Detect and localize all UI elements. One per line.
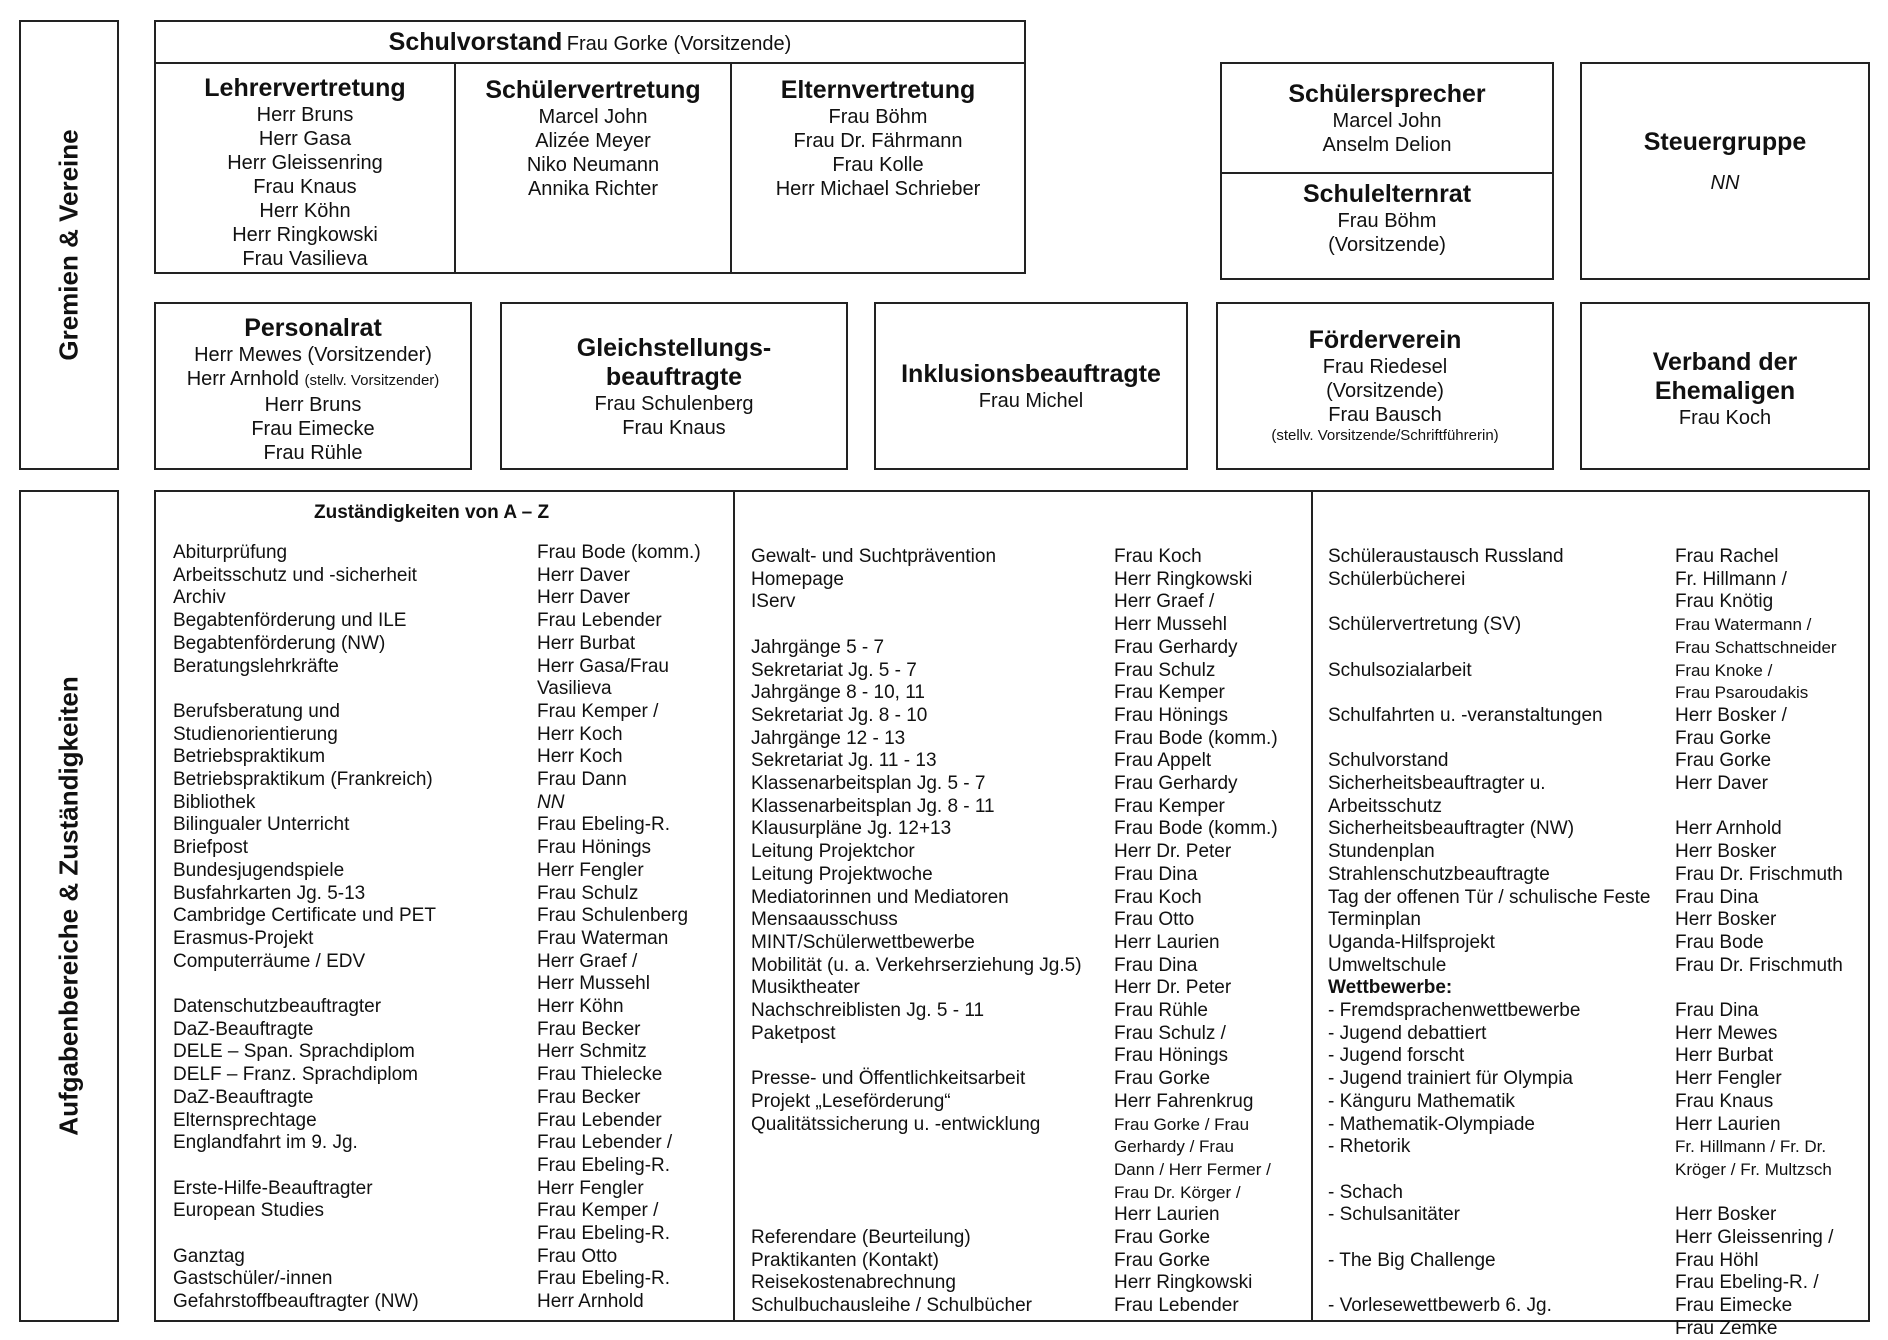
divider [733,492,735,1320]
schulvorstand-group [154,20,1026,274]
gleichstellungsbeauftragte [500,302,848,470]
person-item: Vasilieva [537,678,612,700]
task-item: Begabtenförderung (NW) [173,632,386,654]
schulelternrat-member: Frau Böhm [1337,210,1437,232]
gleichstellung-member: Frau Schulenberg [594,393,754,415]
person-item: Frau Bode [1675,931,1764,953]
task-item: Arbeitsschutz [1328,795,1443,817]
person-item: Herr Gasa/Frau [537,655,669,677]
gleichstellung-title: Gleichstellungs- [576,334,772,362]
person-item: Frau Rühle [1114,1000,1208,1021]
personalrat-member: Herr Bruns [264,394,362,416]
person-item: Herr Koch [537,723,623,745]
person-item: Frau Becker [537,1086,641,1108]
person-item: Frau Hönings [1114,704,1229,726]
personalrat-title: Personalrat [244,314,382,342]
person-item: Frau Otto [537,1245,618,1267]
person-item: Frau Rachel [1675,546,1779,567]
person-item: Frau Kemper / [537,1200,659,1222]
schulvorstand-header [156,28,1024,57]
task-item: - Mathematik-Olympiade [1328,1113,1535,1135]
foerderverein-member: (Vorsitzende) [1326,380,1444,402]
person-item: Fr. Hillmann / [1675,568,1787,590]
side-label-box-gremien [19,20,119,470]
task-item: - Fremdsprachenwettbewerbe [1328,1000,1581,1021]
schuelersprecher-title: Schülersprecher [1288,80,1486,108]
person-item: Frau Ebeling-R. [537,814,671,836]
personalrat-deputy: Herr Arnhold [186,368,299,390]
task-item: Klausurpläne Jg. 12+13 [751,818,952,840]
side-label-box-aufgaben [19,490,119,1322]
task-item: Klassenarbeitsplan Jg. 5 - 7 [751,773,986,794]
schuelersprecher-member: Anselm Delion [1322,134,1452,156]
person-item: Frau Schattschneider [1675,637,1837,657]
verband-title: Ehemaligen [1654,377,1796,405]
person-item: Herr Graef / [537,950,638,972]
task-item: Mensaausschuss [751,909,898,931]
elternvertretung-title: Elternvertretung [780,76,976,104]
task-item: Schülervertretung (SV) [1328,614,1522,636]
task-item: - Jugend trainiert für Olympia [1328,1068,1573,1090]
task-item: Schulvorstand [1328,750,1449,772]
person-item: Frau Dina [1675,1000,1759,1021]
person-item: Frau Watermann / [1675,615,1812,635]
gleichstellung-title: beauftragte [605,363,743,391]
task-item: Berufsberatung und [173,700,340,722]
task-item: - Schulsanitäter [1328,1204,1461,1226]
elternvertretung [732,76,1024,201]
person-item: Herr Daver [1675,773,1768,794]
person-item: Herr Ringkowski [1114,568,1253,590]
task-item: Sekretariat Jg. 5 - 7 [751,659,917,681]
task-item: DELF – Franz. Sprachdiplom [173,1064,418,1086]
task-item: Erasmus-Projekt [173,927,314,949]
task-item: Uganda-Hilfsprojekt [1328,931,1495,953]
person-item: Frau Gorke / Frau [1114,1114,1250,1134]
task-item: Studienorientierung [173,723,338,745]
person-item: Herr Mussehl [1114,614,1227,636]
elternvertretung-member: Frau Dr. Fährmann [793,130,963,152]
personalrat [154,302,472,470]
person-item: Frau Gerhardy [1114,636,1238,658]
person-item: Fr. Hillmann / Fr. Dr. [1675,1137,1827,1157]
person-item: Frau Thielecke [537,1064,663,1086]
person-item: Frau Dr. Frischmuth [1675,954,1843,976]
task-item: Sekretariat Jg. 11 - 13 [751,750,937,772]
task-item: - Jugend forscht [1328,1045,1465,1067]
schulvorstand-chair: Frau Gorke (Vorsitzende) [566,33,792,55]
person-item: Frau Schulz / [1114,1022,1226,1044]
gleichstellung-content [502,334,846,440]
task-item: Strahlenschutzbeauftragte [1328,863,1550,885]
person-item: Herr Laurien [1114,1204,1220,1226]
lehrervertretung-member: Herr Gleissenring [227,152,383,174]
task-item: Gewalt- und Suchtprävention [751,546,997,567]
personalrat-content [156,314,470,465]
task-item: Englandfahrt im 9. Jg. [173,1132,358,1154]
task-item: Homepage [751,568,844,590]
person-item: Frau Dina [1114,863,1198,885]
task-item: Stundenplan [1328,841,1435,863]
lehrervertretung-member: Herr Bruns [256,104,354,126]
task-item: Bibliothek [173,791,256,813]
task-item: Beratungslehrkräfte [173,655,339,677]
task-item: Jahrgänge 5 - 7 [751,636,885,658]
task-item: Busfahrkarten Jg. 5-13 [173,882,366,904]
person-item: Herr Fengler [1675,1068,1782,1090]
steuergruppe-content [1582,128,1868,195]
person-item: Frau Gorke [1114,1227,1211,1248]
divider [156,62,1024,64]
person-item: Frau Bode (komm.) [537,542,701,563]
person-item: Frau Knaus [1675,1090,1774,1112]
person-item: Frau Dann [537,769,627,790]
task-item: Erste-Hilfe-Beauftragter [173,1177,373,1199]
side-label-aufgaben: Aufgabenbereiche & Zuständigkeiten [53,676,84,1136]
person-item: Herr Fengler [537,859,644,881]
person-item: Frau Bode (komm.) [1114,727,1278,749]
person-item: Herr Laurien [1675,1113,1781,1135]
person-item: Frau Otto [1114,909,1195,931]
task-item: Betriebspraktikum (Frankreich) [173,769,433,790]
person-item: Frau Kemper / [537,700,659,722]
schuelervertretung [456,76,730,201]
task-item: Projekt „Leseförderung“ [751,1090,951,1112]
task-item: Schulbuchausleihe / Schulbücher [751,1295,1032,1317]
lehrervertretung [156,74,454,271]
person-item: Frau Schulenberg [537,905,689,927]
person-item: Herr Koch [537,746,623,768]
gleichstellung-member: Frau Knaus [622,417,726,439]
foerderverein-member: Frau Riedesel [1322,356,1448,378]
task-item: Begabtenförderung und ILE [173,610,407,632]
person-item: Herr Schmitz [537,1041,647,1063]
person-item: Herr Arnhold [1675,818,1782,840]
person-item: Frau Lebender / [537,1132,673,1154]
task-item: Referendare (Beurteilung) [751,1227,971,1248]
side-label-gremien: Gremien & Vereine [53,129,84,361]
person-item: Herr Bosker [1675,909,1777,931]
lehrervertretung-member: Herr Gasa [258,128,352,150]
person-item: Frau Gorke [1114,1068,1211,1090]
task-item: - Rhetorik [1328,1136,1411,1158]
divider [1311,492,1313,1320]
task-item: Reisekostenabrechnung [751,1272,956,1294]
person-item: Frau Gerhardy [1114,773,1238,794]
person-item: Herr Mussehl [537,973,650,995]
schuelervertretung-title: Schülervertretung [485,76,701,104]
verband-member: Frau Koch [1678,407,1772,429]
person-item: Frau Bode (komm.) [1114,818,1278,840]
inklusion-content [876,360,1186,413]
schulelternrat-title: Schulelternrat [1302,180,1472,208]
task-item: - Vorlesewettbewerb 6. Jg. [1328,1295,1552,1317]
person-item: Frau Koch [1114,546,1202,567]
inklusion-title: Inklusionsbeauftragte [901,360,1161,388]
person-item: Herr Laurien [1114,931,1220,953]
task-item: Briefpost [173,837,248,859]
person-item: Frau Dina [1114,954,1198,976]
task-item: European Studies [173,1200,325,1222]
task-item: Abiturprüfung [173,542,288,563]
person-item: Frau Becker [537,1018,641,1040]
task-item: Betriebspraktikum [173,746,326,768]
task-item: - The Big Challenge [1328,1249,1496,1271]
person-item: Frau Lebender [537,610,662,632]
verband-title: Verband der [1652,348,1798,376]
task-item: Bundesjugendspiele [173,859,345,881]
person-item: Frau Psaroudakis [1675,683,1809,703]
task-item: - Känguru Mathematik [1328,1090,1515,1112]
person-item: Frau Ebeling-R. [537,1223,671,1244]
person-item: Herr Daver [537,564,630,586]
task-item: IServ [751,591,796,613]
steuergruppe-title: Steuergruppe [1643,128,1807,156]
task-item: Praktikanten (Kontakt) [751,1249,939,1271]
person-item: Herr Dr. Peter [1114,841,1232,863]
personalrat-member: Frau Rühle [263,442,363,464]
task-item: Schulfahrten u. -veranstaltungen [1328,704,1603,726]
verband-der-ehemaligen [1580,302,1870,470]
person-item: NN [537,791,565,813]
person-item: Herr Gleissenring / [1675,1227,1834,1248]
person-item: Frau Dina [1675,886,1759,908]
task-item: Mediatorinnen und Mediatoren [751,886,1009,908]
task-item: Terminplan [1328,909,1421,931]
person-item: Frau Koch [1114,886,1202,908]
person-item: Frau Gorke [1675,750,1772,772]
task-item: Sekretariat Jg. 8 - 10 [751,704,928,726]
task-item: Leitung Projektwoche [751,863,933,885]
task-item: DELE – Span. Sprachdiplom [173,1041,415,1063]
person-item: Herr Köhn [537,996,624,1017]
task-item: Paketpost [751,1022,836,1044]
task-item: Schüleraustausch Russland [1328,546,1564,567]
task-item: Bilingualer Unterricht [173,814,350,836]
schuelervertretung-member: Marcel John [538,106,648,128]
person-item: Herr Arnhold [537,1291,644,1313]
task-item: Qualitätssicherung u. -entwicklung [751,1113,1041,1135]
person-item: Frau Appelt [1114,750,1212,772]
divider [1222,172,1552,174]
inklusion-member: Frau Michel [978,390,1084,412]
task-item: DaZ-Beauftragte [173,1086,314,1108]
person-item: Frau Schulz [1114,659,1216,681]
task-item: Mobilität (u. a. Verkehrserziehung Jg.5) [751,954,1082,976]
person-item: Frau Lebender [537,1109,662,1131]
task-item: Schulsozialarbeit [1328,659,1472,681]
elternvertretung-member: Frau Kolle [832,154,924,176]
task-item: Jahrgänge 8 - 10, 11 [751,682,925,704]
person-item: Frau Ebeling-R. [537,1154,671,1176]
task-item: Presse- und Öffentlichkeitsarbeit [751,1068,1026,1090]
person-item: Frau Dr. Frischmuth [1675,863,1843,885]
person-item: Herr Burbat [537,632,636,654]
person-item: Herr Dr. Peter [1114,977,1232,999]
person-item: Herr Bosker [1675,841,1777,863]
person-item: Herr Mewes [1675,1022,1778,1044]
schuelervertretung-member: Annika Richter [527,178,659,200]
personalrat-member: Herr Mewes (Vorsitzender) [194,344,432,366]
task-item: - Jugend debattiert [1328,1022,1487,1044]
task-item: Datenschutzbeauftragter [173,996,382,1017]
person-item: Frau Ebeling-R. [537,1268,671,1290]
person-item: Herr Bosker / [1675,704,1787,726]
schuelersprecher-group [1220,62,1554,280]
zustaendigkeiten-table [154,490,1870,1339]
person-item: Frau Kemper [1114,795,1225,817]
task-item: - Schach [1328,1181,1403,1203]
task-item: Musiktheater [751,977,860,999]
person-item: Dann / Herr Fermer / [1114,1159,1271,1179]
person-item: Herr Graef / [1114,591,1215,613]
schulvorstand-title: Schulvorstand [388,28,563,56]
person-item: Herr Bosker [1675,1204,1777,1226]
schuelervertretung-member: Alizée Meyer [535,130,651,152]
person-item: Kröger / Fr. Multzsch [1675,1159,1832,1179]
lehrervertretung-member: Frau Knaus [253,176,357,198]
task-item: Sicherheitsbeauftragter (NW) [1328,818,1575,840]
person-item: Gerhardy / Frau [1114,1137,1234,1157]
lehrervertretung-member: Frau Vasilieva [242,248,368,270]
person-item: Herr Ringkowski [1114,1272,1253,1294]
foerderverein-note: (stellv. Vorsitzende/Schriftführerin) [1271,427,1499,444]
task-item: Gefahrstoffbeauftragter (NW) [173,1291,419,1313]
task-item: Jahrgänge 12 - 13 [751,727,906,749]
foerderverein-member: Frau Bausch [1328,404,1442,426]
person-item: Frau Waterman [537,927,669,949]
person-item: Frau Dr. Körger / [1114,1182,1241,1202]
person-item: Frau Knötig [1675,591,1774,613]
task-item: Cambridge Certificate und PET [173,905,436,927]
person-item: Herr Burbat [1675,1045,1774,1067]
person-item: Frau Hönings [1114,1045,1229,1067]
elternvertretung-member: Frau Böhm [828,106,928,128]
steuergruppe-member: NN [1710,172,1740,194]
person-item: Frau Kemper [1114,682,1225,704]
schuelervertretung-member: Niko Neumann [526,154,660,176]
task-item: Wettbewerbe: [1328,977,1453,999]
schuelersprecher [1222,80,1552,157]
person-item: Herr Fahrenkrug [1114,1090,1254,1112]
person-item: Frau Schulz [537,882,639,904]
task-item: Schülerbücherei [1328,568,1466,590]
task-item: Tag der offenen Tür / schulische Feste [1328,886,1651,908]
task-item: Ganztag [173,1245,245,1267]
schuelersprecher-member: Marcel John [1332,110,1442,132]
person-item: Herr Fengler [537,1177,644,1199]
task-item: Computerräume / EDV [173,950,366,972]
task-item: Nachschreiblisten Jg. 5 - 11 [751,1000,985,1021]
foerderverein-title: Förderverein [1308,326,1462,354]
task-item: Arbeitsschutz und -sicherheit [173,564,417,586]
inklusionsbeauftragte [874,302,1188,470]
person-item: Frau Gorke [1675,727,1772,749]
personalrat-member: Frau Eimecke [251,418,375,440]
lehrervertretung-title: Lehrervertretung [204,74,406,102]
task-item: MINT/Schülerwettbewerbe [751,931,975,953]
schulelternrat [1222,180,1552,257]
elternvertretung-member: Herr Michael Schrieber [775,178,981,200]
personalrat-member [156,367,470,393]
lehrervertretung-member: Herr Ringkowski [232,224,378,246]
verband-content [1582,348,1868,430]
az-title: Zuständigkeiten von A – Z [314,502,550,523]
person-item: Frau Lebender [1114,1295,1239,1317]
task-item: Sicherheitsbeauftragter u. [1328,773,1546,794]
person-item: Frau Hönings [537,837,652,859]
steuergruppe [1580,62,1870,280]
person-item: Frau Ebeling-R. / [1675,1272,1819,1294]
person-item: Frau Höhl [1675,1249,1759,1271]
task-item: Leitung Projektchor [751,841,915,863]
task-item: Elternsprechtage [173,1109,317,1131]
schulelternrat-member: (Vorsitzende) [1328,234,1446,256]
personalrat-deputy-note: (stellv. Vorsitzender) [304,372,440,389]
person-item: Frau Eimecke [1675,1295,1793,1317]
task-item: Archiv [173,587,226,609]
person-item: Frau Gorke [1114,1249,1211,1271]
task-item: Klassenarbeitsplan Jg. 8 - 11 [751,795,995,817]
lehrervertretung-member: Herr Köhn [259,200,351,222]
task-item: Umweltschule [1328,954,1447,976]
foerderverein [1216,302,1554,470]
task-item: Gastschüler/-innen [173,1268,333,1290]
person-item: Herr Daver [537,587,630,609]
foerderverein-content [1218,326,1552,444]
person-item: Frau Zemke [1675,1317,1778,1339]
person-item: Frau Knoke / [1675,660,1773,680]
task-item: DaZ-Beauftragte [173,1018,314,1040]
